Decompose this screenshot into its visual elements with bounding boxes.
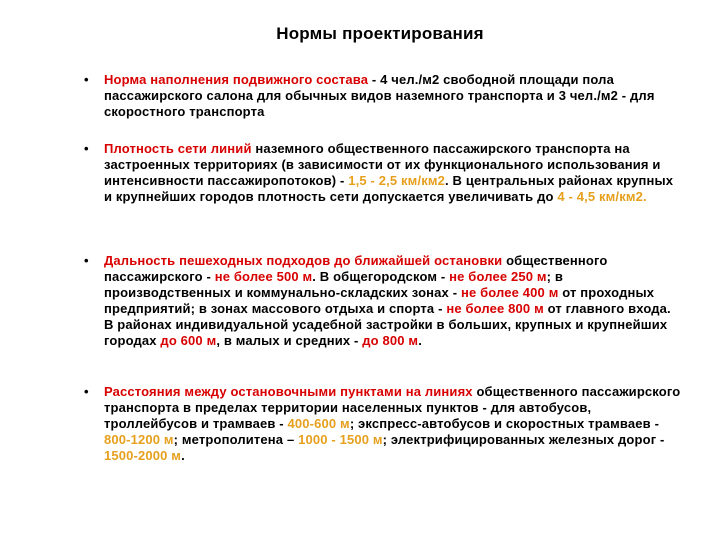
text-segment: , в малых и средних - <box>216 333 363 348</box>
bullet-item-network-density <box>104 141 684 205</box>
text-segment: до 600 м <box>160 333 217 348</box>
text-segment: ; экспресс-автобусов и скоростных трамваев - <box>349 416 660 431</box>
text-segment: . В общегородском - <box>312 269 450 284</box>
bullet-marker: • <box>84 141 89 156</box>
text-segment: Плотность сети линий <box>104 141 256 156</box>
text-segment: 1000 - 1500 м <box>298 432 383 447</box>
text-segment: ; электрифицированных железных дорог - <box>382 432 665 447</box>
text-segment: не более 500 м <box>214 269 313 284</box>
bullet-marker: • <box>84 72 89 87</box>
text-segment: . <box>418 333 422 348</box>
text-segment: 1,5 - 2,5 км/км2 <box>348 173 446 188</box>
text-segment: до 800 м <box>362 333 419 348</box>
bullet-item-occupancy-norm <box>104 72 684 120</box>
text-segment: 800-1200 м <box>104 432 174 447</box>
bullet-item-walking-distance <box>104 253 684 349</box>
text-segment: Норма наполнения подвижного состава <box>104 72 372 87</box>
text-segment: Расстояния между остановочными пунктами на линиях <box>104 384 477 399</box>
text-segment: 1500-2000 м <box>104 448 182 463</box>
text-segment: от проходных предприятий; в зонах массового отдыха и спорта - <box>104 285 655 316</box>
slide-title: Нормы проектирования <box>276 24 484 43</box>
text-segment: . В центральных районах крупных и крупнейших городов плотность сети допускается увеличивать до <box>104 173 674 204</box>
text-segment: - 4 чел./м2 свободной площади пола пассажирского салона для обычных видов наземного транспорта и 3 чел./м2 - для скоростного транспорта <box>104 72 655 119</box>
text-segment: наземного общественного пассажирского транспорта на застроенных территориях (в зависимости от их функционального использования и интенсивности пассажиропотоков) - <box>104 141 661 188</box>
text-segment: не более 400 м <box>460 285 563 300</box>
text-segment: не более 250 м <box>449 269 547 284</box>
text-segment: 4 - 4,5 км/км2. <box>557 189 647 204</box>
text-segment: Дальность пешеходных подходов до ближайшей остановки <box>104 253 507 268</box>
text-segment: от главного входа. В районах индивидуальной усадебной застройки в больших, крупных и крупнейших городах <box>104 301 671 348</box>
text-segment: . <box>181 448 185 463</box>
text-segment: ; в производственных и коммунально-складских зонах - <box>104 269 564 300</box>
bullet-marker: • <box>84 384 89 399</box>
text-segment: общественного пассажирского - <box>104 253 608 284</box>
text-segment: общественного пассажирского транспорта в пределах территории населенных пунктов - для автобусов, троллейбусов и трамваев - <box>104 384 681 431</box>
text-segment: не более 800 м <box>446 301 548 316</box>
bullet-marker: • <box>84 253 89 268</box>
text-segment: 400-600 м <box>287 416 350 431</box>
text-segment: ; метрополитена – <box>173 432 299 447</box>
bullet-item-stop-spacing <box>104 384 684 464</box>
